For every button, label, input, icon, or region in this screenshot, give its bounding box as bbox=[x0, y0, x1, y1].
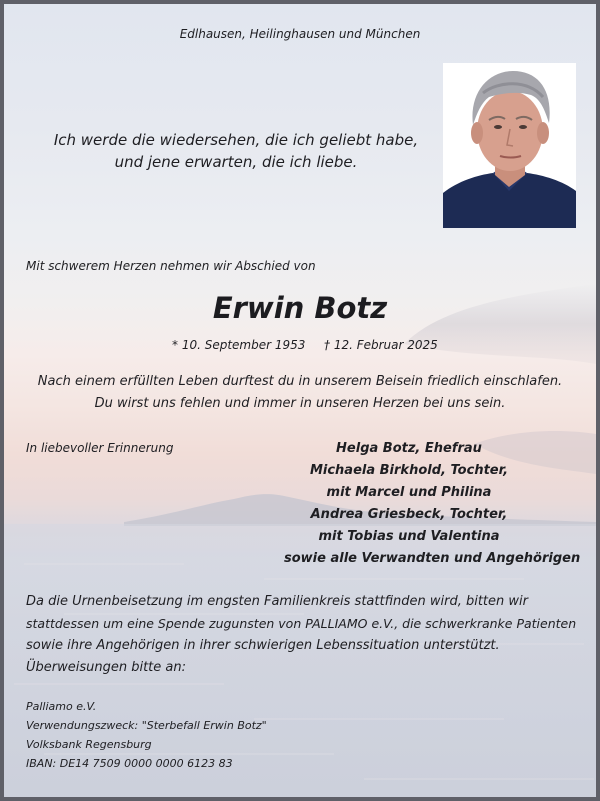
bank-iban: IBAN: DE14 7509 0000 0000 6123 83 bbox=[26, 757, 233, 770]
mourner-line: mit Tobias und Valentina bbox=[318, 529, 500, 544]
donation-line-1: Da die Urnenbeisetzung im engsten Familienkreis stattfinden wird, bitten wir bbox=[26, 594, 528, 609]
message-line-1: Nach einem erfüllten Leben durftest du in unserem Beisein friedlich einschlafen. bbox=[37, 374, 563, 389]
donation-line-4: Überweisungen bitte an: bbox=[26, 660, 186, 675]
birth-date: * 10. September 1953 bbox=[172, 338, 306, 352]
mourner-line: Michaela Birkhold, Tochter, bbox=[309, 463, 509, 478]
donation-line-2: stattdessen um eine Spende zugunsten von PALLIAMO e.V., die schwerkranke Patienten bbox=[26, 616, 577, 631]
locations: Edlhausen, Heilinghausen und München bbox=[179, 27, 421, 41]
mourner-line: mit Marcel und Philina bbox=[326, 485, 492, 500]
deceased-name: Erwin Botz bbox=[212, 291, 388, 325]
death-date: † 12. Februar 2025 bbox=[324, 338, 438, 352]
bank-recipient: Palliamo e.V. bbox=[26, 700, 97, 713]
mourner-line: Andrea Griesbeck, Tochter, bbox=[310, 507, 508, 522]
portrait-image bbox=[443, 63, 576, 228]
quote-line-2: und jene erwarten, die ich liebe. bbox=[114, 153, 358, 171]
quote-line-1: Ich werde die wiedersehen, die ich geliebt habe, bbox=[53, 131, 419, 149]
bank-name: Volksbank Regensburg bbox=[26, 738, 152, 751]
mourner-line: sowie alle Verwandten und Angehörigen bbox=[284, 551, 581, 566]
mourner-line: Helga Botz, Ehefrau bbox=[336, 441, 482, 456]
donation-line-3: sowie ihre Angehörigen in ihrer schwierigen Lebenssituation unterstützt. bbox=[26, 638, 500, 653]
intro-text: Mit schwerem Herzen nehmen wir Abschied von bbox=[26, 259, 316, 273]
bank-purpose: Verwendungszweck: "Sterbefall Erwin Botz" bbox=[26, 719, 267, 732]
portrait-photo bbox=[443, 63, 576, 228]
remembrance-label: In liebevoller Erinnerung bbox=[26, 441, 174, 455]
message-line-2: Du wirst uns fehlen und immer in unseren Herzen bei uns sein. bbox=[94, 396, 506, 411]
